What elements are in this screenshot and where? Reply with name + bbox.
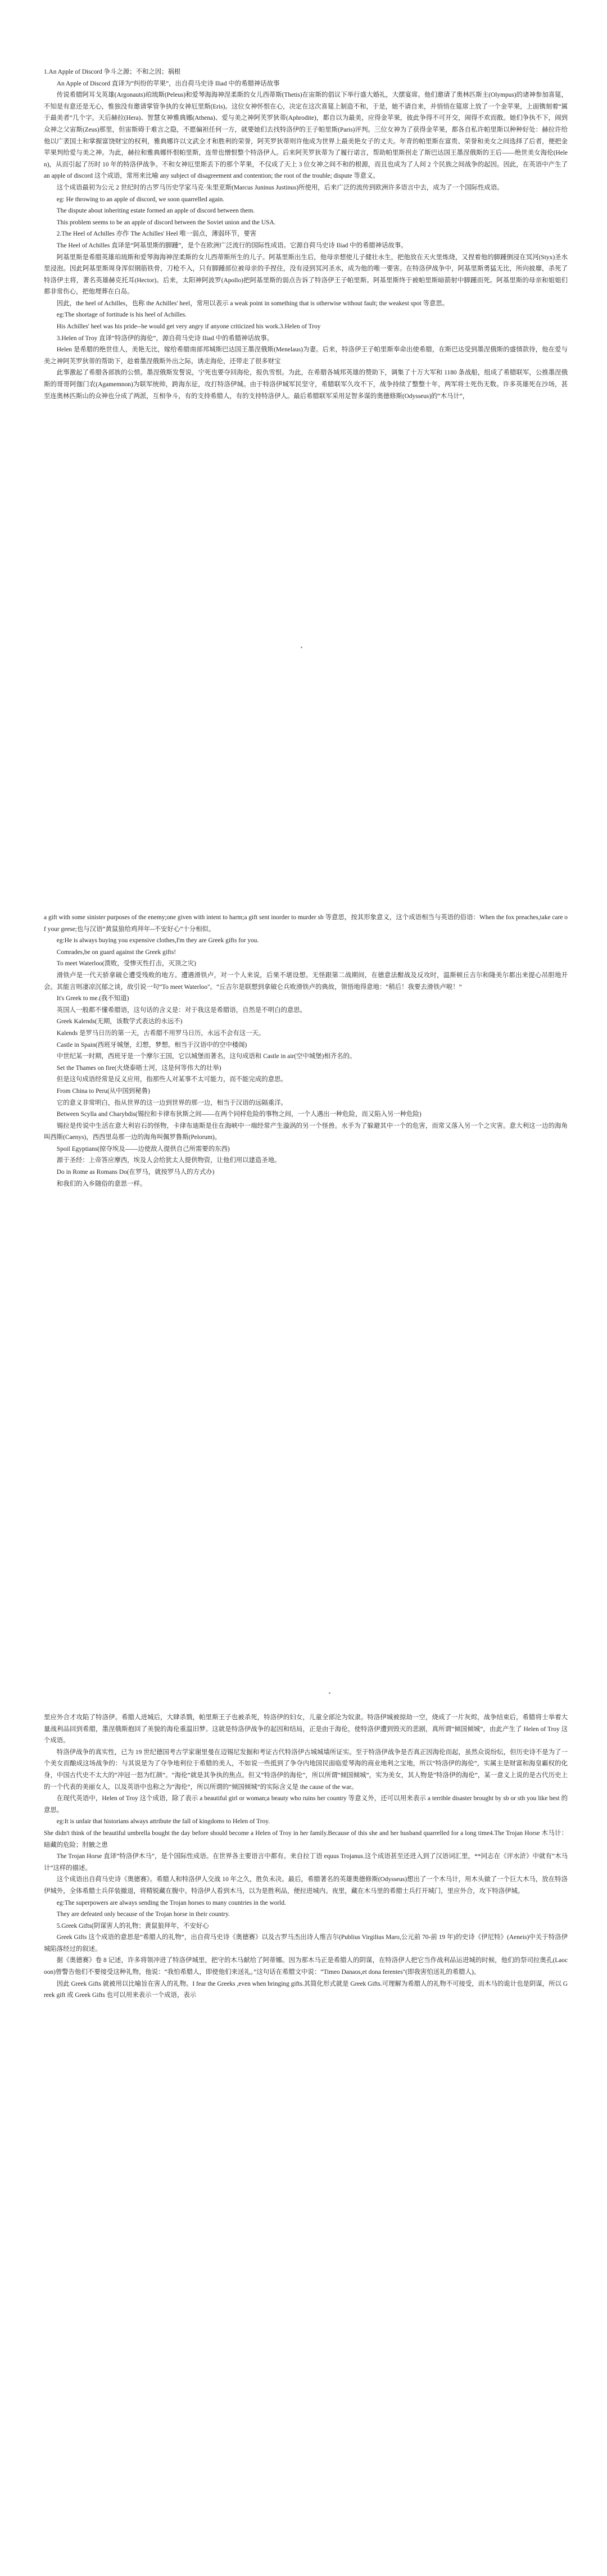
paragraph: 传说希腊阿耳戈英雄(Argonauts)珀琉斯(Peleus)和爱琴海海神涅柔斯的女儿西蒂斯(Thetis)在宙斯的倡议下举行盛大婚礼，大摆宴席。他们邀请了奥林匹斯主(Olympus)的诸神参加喜筵，不知是有意还是无心，惟独没有邀请掌管争执的女神厄里斯(Eris)。这位女神怀恨在心，决定在这次喜筵上制造不和，于是，她不请自来，并悄悄在筵席上放了一个金苹果，上面镌刻着“属于最美者”几个字。天后赫拉(Hera)、智慧女神雅典娜(Athena)、爱与美之神阿芙罗狄蒂(Aphrodite)，都自以为最美，应得金苹果，彼此争得不可开交，闹得不欢而散。她们争执不下，闹到众神之父宙斯(Zeus)那里，但宙斯碍于难言之隐，不愿偏袒任何一方，就要她们去找特洛伊的王子帕里斯(Paris)评判。三位女神为了获得金苹果，都各自私许帕里斯以种种好处：赫拉许给他以广袤国土和掌握富饶财宝的权利，雅典娜许以文武全才和胜利的荣誉，阿芙罗狄蒂则许他成为世界上最美艳女子的丈夫。年青的帕里斯在富贵、荣誉和美女之间选择了后者，便把金苹果判给爱与美之神。为此，赫拉和雅典娜怀恨帕里斯，连带也憎恨整个特洛伊人。后来阿芙罗狄蒂为了履行诺言，帮助帕里斯拐走了斯巴达国王墨涅俄斯的王后——绝世美女海伦(Helen)，从而引起了历时 10 年的特洛伊战争。不和女神厄里斯丢下的那个苹果，不仅成了天上 3 位女神之间不和的根源，而且也成为了人间 2 个民族之间战争的起因。因此，在英语中产生了 an apple of discord 这个成语，常用来比喻 any subject of disagreement and contention; the root of the trouble; dispute 等意义。: [44, 92, 568, 180]
paragraph: 据《奥德赛》卷 8 记述，许多将领冲进了特洛伊城里，把守的木马献给了阿蒂娜。因为那木马正是希腊人的阴谋，在特洛伊人把它当作战利品运进城的时候，他们的祭司拉奥孔(Laocoon)曾警告他们不要接受这种礼物，他说：“我怕希腊人，即使他们来送礼。”这句话在希腊文中说：“Timeo Danaos,et dona ferentes"(即我害怕送礼的希腊人)。: [44, 1957, 568, 1976]
paragraph: 5.Greek Gifts(阴谋害人的礼物；黄鼠狼拜年，不安好心: [56, 1922, 209, 1929]
page-marker-dot: [329, 1692, 330, 1694]
paragraph: The Trojan Horse 直译“特洛伊木马”，是个国际性成语。在世界各主要语言中都有。来自拉丁语 equus Trojanus.这个成语甚至还进入到了汉语词汇里，**同志在《评水浒》中就有“木马计”这样的描述。: [44, 1853, 568, 1872]
paragraph: 特洛伊战争的真实性，已为 19 世纪德国考古学家谢里曼在迈锡尼发掘和考证古代特洛伊古城城墙所证实。至于特洛伊战争是否真正因海伦而起，虽然众说纷纭，但历史诗不是为了一个美女而酿成这场战争的：与其说是为了夺争地利位于希腊的美人，不如说一些抵到了争夺内地国民面临爱琴海的商业地利之宝地，所以“特洛伊的海伦”，实属主是财富和海皇霸权的化身，中国古代史不太大的“冲冠一怒为红颜”。“海伦”就是其争执的焦点。但又“特洛伊的海伦”，所以所谓“倾国倾城”，实为美女，其人物是“特洛伊的海伦”，某一意义上说的是古代历史上的一个代表的美丽女人，以及英语中也称之为“海伦”，所以所谓的“倾国倾城”的实际含义是 the cause of the war。: [44, 1748, 568, 1791]
paragraph: The dispute about inheriting estate formed an apple of discord between them.: [56, 207, 255, 215]
paragraph: 滑铁卢是一代天骄拿破仑遭受残败的地方。遭遇滑铁卢，对一个人来说，后果不堪设想。无怪跟第二战期间，在德意法酣战及反攻时，温斯顿丘吉尔和隆美尔都出来提心吊胆地开会。其能言则凄凉沉郁之谈，故引说一句“To meet Waterloo"。“丘吉尔是联想到拿破仑兵败滑铁卢的典故，领悟地得意地：“稍后！我要去滑铁卢啦！”: [44, 971, 568, 991]
paragraph: This problem seems to be an apple of discord between the Soviet union and the USA.: [56, 219, 276, 226]
paragraph: 这个成语出自荷马史诗《奥德赛》。希腊人和特洛伊人交战 10 年之久，胜负未决。最后，希腊著名的英雄奥德修斯(Odysseus)想出了一个木马计，用木头做了一个巨大木马，放在特洛伊城外，全体希腊士兵佯装撤退，将精锐藏在腹中。特洛伊人看到木马，以为是胜利品，便拉进城内。夜里，藏在木马里的希腊士兵打开城门，里应外合，攻下特洛伊城。: [44, 1876, 568, 1895]
paragraph: From China to Peru(从中国到秘鲁): [56, 1087, 150, 1095]
paragraph: It's Greek to me.(我不知道): [56, 995, 129, 1002]
paragraph: Greek Gifts 这个成语的意思是“希腊人的礼物”，出自荷马史诗《奥德赛》以及古罗马杰出诗人维吉尔(Publius Virgilius Maro,公元前 70-前 19 年)的史诗《伊尼特》(Aeneis)中关于特洛伊城陷落经过的叙述。: [44, 1934, 568, 1953]
page-marker-dot: [301, 647, 302, 648]
paragraph: They are defeated only because of the Trojan horse in their country.: [56, 1911, 230, 1918]
paragraph: To meet Waterloo(溃败，受惨灭性打击，灭顶之灾): [56, 960, 196, 968]
paragraph: eg:It is unfair that historians always attribute the fall of kingdoms to Helen of Troy.: [56, 1818, 270, 1825]
paragraph: 它的意义非常明白，指从世界的这一边到世界的那一边，相当于汉语的远隔重洋。: [56, 1099, 287, 1106]
paragraph: 3.Helen of Troy 直译“特洛伊的海伦”，源自荷马史诗 Iliad 中的希腊神话故事。: [56, 335, 274, 342]
paragraph: 中世纪某一时期，西班牙是一个摩尔王国，它以城堡而著名，这句成语和 Castle in air(空中城堡)相齐名的。: [56, 1053, 356, 1060]
paragraph: 2.The Heel of Achilles 亦作 The Achilles' Heel 唯一弱点，薄弱环节，要害: [56, 231, 257, 238]
paragraph: Greek Kalends(无期，该数学式表达的永远不): [56, 1018, 183, 1025]
paragraph: Between Scylla and Charybdis(锡拉和卡律布狄斯之间——在两个同样危险的事物之间，一个人遇出一种危险，而又陷入另一种危险): [56, 1111, 422, 1118]
page-3: [0, 1712, 607, 2001]
paragraph: eg:The superpowers are always sending the Trojan horses to many countries in the world.: [56, 1899, 286, 1906]
paragraph: 在现代英语中，Helen of Troy 这个成语，除了表示 a beautiful girl or woman;a beauty who ruins her country 等意义外，还可以用来表示 a terrible disaster brought by sb or sth you like best 的意思。: [44, 1795, 568, 1814]
paragraph: 和我们的入乡随俗的意思一样。: [56, 1180, 147, 1187]
paragraph: 1.An Apple of Discord 争斗之源；不和之因；祸根: [44, 69, 181, 75]
paragraph: Comrades,be on guard against the Greek gifts!: [56, 948, 176, 956]
paragraph: 源于圣经：上帝答应摩西，埃及人会给犹太人提供物资，让他们用以建造圣地。: [56, 1157, 281, 1164]
paragraph: 阿基里斯是希腊英雄珀琉斯和爱琴海海神涅柔斯的女儿西蒂斯所生的儿子。阿基里斯出生后，他母亲想使儿子健壮永生，把他放在天火里炼烧，又捏着他的脚踵倒浸在冥河(Styx)圣水里浸泡。因此阿基里斯周身浑似钢筋铁骨，刀枪不入，只有脚踵部位被母亲的手捏住，没有浸到冥河圣水，成为他的唯一要害。在特洛伊战争中，阿基里斯勇猛无比，所向披靡，杀死了特洛伊主将，著名英雄赫克托耳(Hector)。后来，太阳神阿波罗(Apollo)把阿基里斯的弱点告诉了特洛伊王子帕里斯。阿基里斯终于被帕里斯暗箭射中脚踵而死。阿基里斯的母亲和姐姐们都非常伤心，把他埋葬在白岛。: [44, 254, 568, 296]
paragraph: 因此，the heel of Achilles，也称 the Achilles' heel，常用以表示 a weak point in something that is otherwise without fault; the weakest spot 等意思。: [56, 300, 449, 307]
paragraph: Kalends 是罗马日历的第一天，古希腊不用罗马日历，永远不会有这一天。: [56, 1029, 265, 1037]
paragraph: eg: He throwing to an apple of discord, we soon quarrelled again.: [56, 196, 225, 203]
paragraph: 但是这句成语经常是反义应用，指那些人对某事不太可能力，而不能完成的意思。: [56, 1076, 287, 1083]
paragraph: 锡拉是传说中生活在意大利岩石的怪物，卡律布迪斯是住在海峡中一端经常产生漩涡的另一个怪兽。水手为了躲避其中一个的危害，而常又落入另一个之灾害。意大利这一边的海角叫西斯(Caenys)，西西里岛那一边的海角叫佩罗鲁斯(Pelorum)。: [44, 1122, 568, 1141]
paragraph: Do in Rome as Romans Do(在罗马，就按罗马人的方式办): [56, 1169, 215, 1176]
paragraph: eg:The shortage of fortitude is his heel of Achilles.: [56, 311, 187, 319]
paragraph: Set the Thames on fire(火烧泰晤士河，这是何等伟大的壮举): [56, 1064, 221, 1072]
paragraph: His Achilles' heel was his pride--he would get very angry if anyone criticized his work.3.Helen of Troy: [56, 323, 321, 331]
paragraph: An Apple of Discord 直译为“纠纷的苹果”，出自荷马史诗 Iliad 中的希腊神话故事: [56, 80, 280, 87]
paragraph: eg:He is always buying you expensive clothes,I'm they are Greek gifts for you.: [56, 937, 259, 944]
page-2: [0, 912, 607, 1190]
paragraph: 英国人一般都不懂希腊语，这句话的含义是：对于我这是希腊语，自然是不明白的意思。: [56, 1006, 307, 1014]
paragraph: Castle in Spain(西班牙城堡，幻想，梦想。相当于汉语中的空中楼阁): [56, 1041, 247, 1049]
paragraph: Spoil Egyptians(掠夺埃及——边使敌人提供自己所需要的东西): [56, 1145, 230, 1153]
paragraph: a gift with some sinister purposes of the enemy;one given with intent to harm;a gift sent inorder to murder sb 等意思，按其形象意义，这个成语相当与英语的俗语：When the fox preaches,take care of your geese;也与汉语“黄鼠狼给鸡拜年--不安好心”十分相似。: [44, 914, 568, 933]
paragraph: 这个成语最初为公元 2 世纪时的古罗马历史学家马克·朱里亚斯(Marcus Juninus Justinus)所使用，后来广泛的流传到欧洲许多语言中去，成为了一个国际性成语。: [56, 184, 504, 191]
paragraph: 此事激起了希腊各部族的公愤。墨涅俄斯发誓说，宁死也要夺回海伦，报仇雪恨。为此，在希腊各城邦英雄的赞助下，调集了十万大军和 1180 条战船，组成了希腊联军，公推墨涅俄斯的哥哥阿伽门农(Agamemnon)为联军统帅，跨海东征，攻打特洛伊城。由于特洛伊城军民坚守，希腊联军久攻不下，战争持续了整整十年，两军将士死伤无数。许多英雄死在沙场，甚至连奥林匹斯山的众神也分成了两派，互相争斗，有的支持希腊人，有的支持特洛伊人。最后希腊联军采用足智多谋的奥德修斯(Odysseus)的“木马计”，: [44, 369, 568, 400]
page-1: [0, 66, 607, 402]
paragraph: The Heel of Achilles 直译是“阿基里斯的脚踵”，是个在欧洲广泛流行的国际性成语。它源自荷马史诗 Iliad 中的希腊神话故事。: [56, 242, 407, 249]
paragraph: She didn't think of the beautiful umbrella bought the day before should become a Helen of Troy in her family.Because of this she and her husband quarrelled for a long time4.The Trojan Horse 木马计：暗藏的危险；肘腋之患: [44, 1829, 568, 1849]
paragraph: Helen 是希腊的绝世佳人，美艳无比，嫁给希腊南部邦城斯巴达国王墨涅俄斯(Menelaus)为妻。后来，特洛伊王子帕里斯奉命出使希腊，在斯巴达受到墨涅俄斯的盛情款待，他在爱与美之神阿芙罗狄蒂的帮助下，趁着墨涅俄斯外出之际，诱走海伦，还带走了很多财宝: [44, 346, 568, 365]
paragraph: 里应外合才攻陷了特洛伊。希腊人进城后，大肆杀戮，帕里斯王子也被杀死，特洛伊的妇女，儿童全部沦为奴隶。特洛伊城被掠劫一空，烧成了一片灰烬，战争结束后，希腊将士举着大量战利品回到希腊，墨涅俄斯抱回了美貌的海伦重温旧梦。这就是特洛伊战争的起因和结局，正是由于海伦，使特洛伊遭到毁灭的悲剧，真所谓“倾国倾城”，由此产生了 Helen of Troy 这个成语。: [44, 1714, 568, 1745]
paragraph: 因此 Greek Gifts 就被用以比喻旨在害人的礼物。I fear the Greeks ,even when bringing gifts.其简化形式就是 Greek Gifts.可理解为希腊人的礼物不可接受，而木马的诡计也是阴谋，所以 Greek gift 或 Greek Gifts 也可以用来表示一个成语，表示: [44, 1980, 568, 1999]
